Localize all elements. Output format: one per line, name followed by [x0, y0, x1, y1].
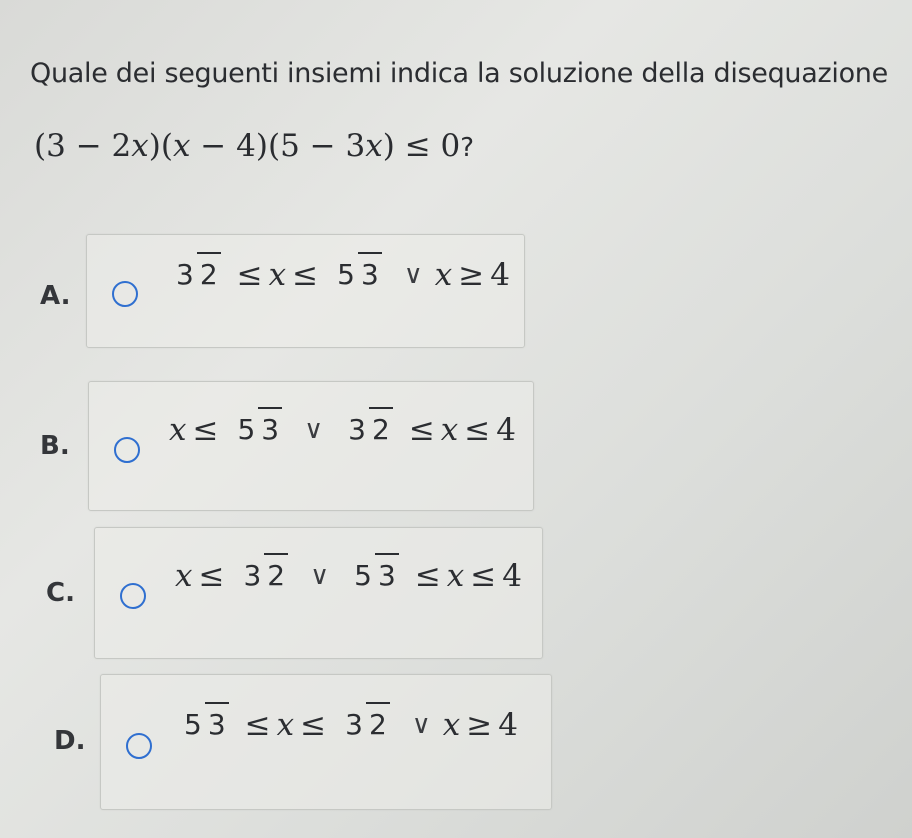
fraction-numerator: 3 — [348, 413, 366, 446]
formula-paren-close: ) — [255, 128, 268, 164]
option-d-expression — [171, 707, 518, 743]
variable: x — [268, 257, 287, 293]
relation-symbol: ≤ — [198, 558, 225, 594]
fraction — [240, 559, 288, 592]
fraction — [181, 708, 229, 741]
fraction — [342, 708, 390, 741]
question-formula — [34, 128, 474, 164]
formula-variable: x — [365, 128, 383, 164]
formula-operator: − — [65, 128, 112, 164]
fraction-numerator: 5 — [354, 559, 372, 592]
formula-paren-open: ( — [34, 128, 47, 164]
question-text: Quale dei seguenti insiemi indica la soluzione della disequazione — [30, 58, 888, 89]
variable: x — [440, 412, 459, 448]
relation-symbol: ≤ — [408, 412, 435, 448]
formula-number: 2 — [111, 128, 132, 164]
option-a-expression — [163, 257, 510, 293]
logical-or-symbol: ∨ — [411, 710, 431, 740]
formula-question-mark: ? — [460, 133, 475, 163]
relation-symbol: ≤ — [464, 412, 491, 448]
fraction — [234, 413, 282, 446]
option-c-expression — [175, 558, 522, 594]
option-b-letter: B. — [40, 431, 70, 461]
variable: x — [169, 412, 187, 448]
radio-button-empty-icon[interactable] — [114, 437, 140, 463]
relation-symbol: ≥ — [458, 257, 485, 293]
option-d-letter: D. — [54, 726, 86, 756]
option-c-letter: C. — [46, 578, 75, 608]
formula-number: 4 — [236, 128, 256, 164]
relation-symbol: ≤ — [244, 707, 271, 743]
relation-symbol: ≥ — [466, 707, 493, 743]
variable: x — [276, 707, 295, 743]
formula-paren-open: ( — [267, 128, 281, 164]
formula-operator: − — [299, 128, 346, 164]
formula-number: 3 — [345, 128, 366, 164]
fraction-denominator: 3 — [375, 553, 399, 592]
logical-or-symbol: ∨ — [310, 561, 330, 591]
option-b-expression — [169, 412, 516, 448]
logical-or-symbol: ∨ — [403, 260, 423, 290]
fraction-denominator: 3 — [205, 702, 229, 741]
variable: x — [434, 257, 453, 293]
relation-symbol: ≤ — [292, 257, 319, 293]
radio-button-empty-icon[interactable] — [126, 733, 152, 759]
fraction — [345, 413, 393, 446]
relation-symbol: ≤ — [236, 257, 263, 293]
bound-value: 4 — [490, 257, 510, 293]
bound-value: 4 — [502, 558, 522, 594]
fraction-denominator: 2 — [197, 252, 221, 291]
option-a[interactable] — [86, 234, 525, 348]
fraction-numerator: 3 — [176, 258, 194, 291]
variable: x — [442, 707, 461, 743]
radio-button-empty-icon[interactable] — [120, 583, 146, 609]
formula-relation: ≤ — [394, 128, 441, 164]
fraction-numerator: 3 — [345, 708, 363, 741]
variable: x — [446, 558, 465, 594]
relation-symbol: ≤ — [414, 558, 441, 594]
fraction-denominator: 3 — [358, 252, 382, 291]
variable: x — [175, 558, 193, 594]
fraction-denominator: 3 — [258, 407, 282, 446]
option-a-letter: A. — [40, 281, 71, 311]
formula-rhs: 0 — [440, 128, 461, 164]
fraction-numerator: 3 — [243, 559, 262, 592]
option-d[interactable] — [100, 674, 552, 810]
relation-symbol: ≤ — [470, 558, 497, 594]
formula-paren-open: ( — [160, 128, 173, 164]
relation-symbol: ≤ — [300, 707, 327, 743]
fraction-denominator: 2 — [264, 553, 288, 592]
formula-paren-close: ) — [148, 128, 161, 164]
fraction — [334, 258, 382, 291]
formula-operator: − — [190, 128, 237, 164]
fraction-numerator: 5 — [237, 413, 256, 446]
bound-value: 4 — [496, 412, 516, 448]
fraction — [173, 258, 221, 291]
fraction-denominator: 2 — [366, 702, 390, 741]
formula-number: 3 — [46, 128, 66, 164]
bound-value: 4 — [498, 707, 518, 743]
option-b[interactable] — [88, 381, 534, 511]
formula-paren-close: ) — [382, 128, 395, 164]
option-c[interactable] — [94, 527, 543, 659]
fraction-numerator: 5 — [184, 708, 202, 741]
formula-number: 5 — [280, 128, 300, 164]
fraction-denominator: 2 — [369, 407, 393, 446]
fraction-numerator: 5 — [337, 258, 355, 291]
radio-button-empty-icon[interactable] — [112, 281, 138, 307]
logical-or-symbol: ∨ — [304, 415, 324, 445]
formula-variable: x — [172, 128, 191, 164]
relation-symbol: ≤ — [192, 412, 219, 448]
formula-variable: x — [131, 128, 149, 164]
fraction — [351, 559, 399, 592]
